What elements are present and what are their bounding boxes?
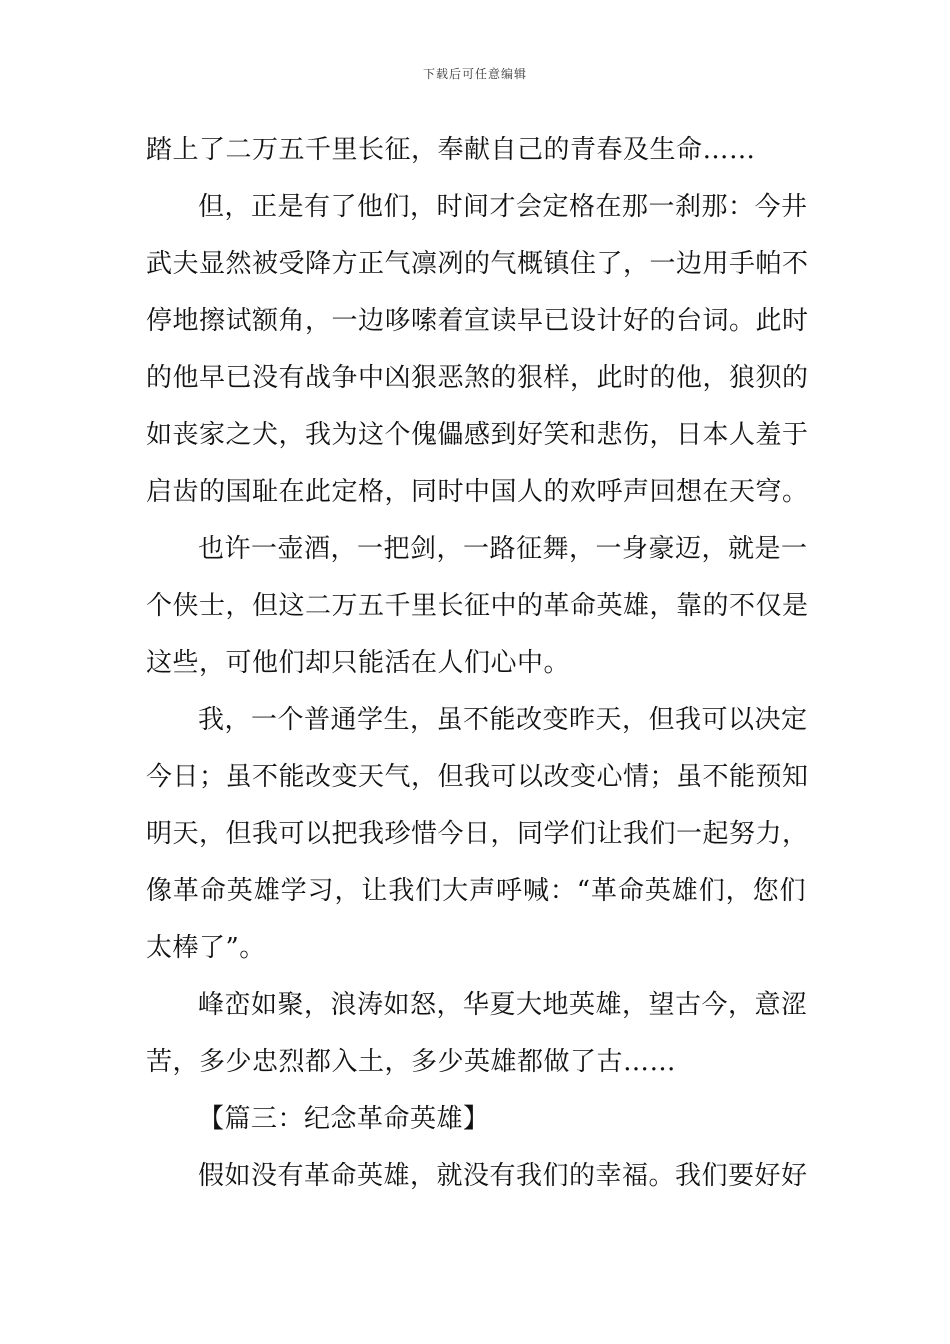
text-line: 也许一壶酒，一把剑，一路征舞，一身豪迈，就是一 — [198, 534, 808, 564]
text-line: 今日；虽不能改变天气，但我可以改变心情；虽不能预知 — [146, 762, 809, 792]
text-line: 像革命英雄学习，让我们大声呼喊：“革命英雄们，您们 — [146, 876, 806, 906]
text-line: 但，正是有了他们，时间才会定格在那一刹那：今井 — [198, 192, 808, 222]
text-line: 启齿的国耻在此定格，同时中国人的欢呼声回想在天穹。 — [146, 477, 809, 507]
text-line: 的他早已没有战争中凶狠恶煞的狠样，此时的他，狼狈的 — [146, 363, 809, 393]
text-line: 踏上了二万五千里长征，奉献自己的青春及生命…… — [146, 135, 756, 165]
text-line: 停地擦试额角，一边哆嗦着宣读早已设计好的台词。此时 — [146, 306, 809, 336]
page-header: 下载后可任意编辑 — [422, 67, 527, 81]
text-line: 明天，但我可以把我珍惜今日，同学们让我们一起努力， — [146, 819, 809, 849]
text-line: 我，一个普通学生，虽不能改变昨天，但我可以决定 — [198, 705, 808, 735]
section-heading: 【篇三：纪念革命英雄】 — [198, 1104, 490, 1134]
text-line: 这些，可他们却只能活在人们心中。 — [146, 648, 571, 678]
text-line: 如丧家之犬，我为这个傀儡感到好笑和悲伤，日本人羞于 — [146, 420, 809, 450]
text-line: 假如没有革命英雄，就没有我们的幸福。我们要好好 — [198, 1161, 808, 1191]
text-line: 峰峦如聚，浪涛如怒，华夏大地英雄，望古今，意涩 — [198, 990, 808, 1020]
text-line: 苦，多少忠烈都入土，多少英雄都做了古…… — [146, 1047, 677, 1077]
text-line: 个侠士，但这二万五千里长征中的革命英雄，靠的不仅是 — [146, 591, 809, 621]
text-line: 太棒了”。 — [146, 933, 266, 963]
text-line: 武夫显然被受降方正气凛冽的气概镇住了，一边用手帕不 — [146, 249, 809, 279]
document-body — [146, 128, 809, 1211]
